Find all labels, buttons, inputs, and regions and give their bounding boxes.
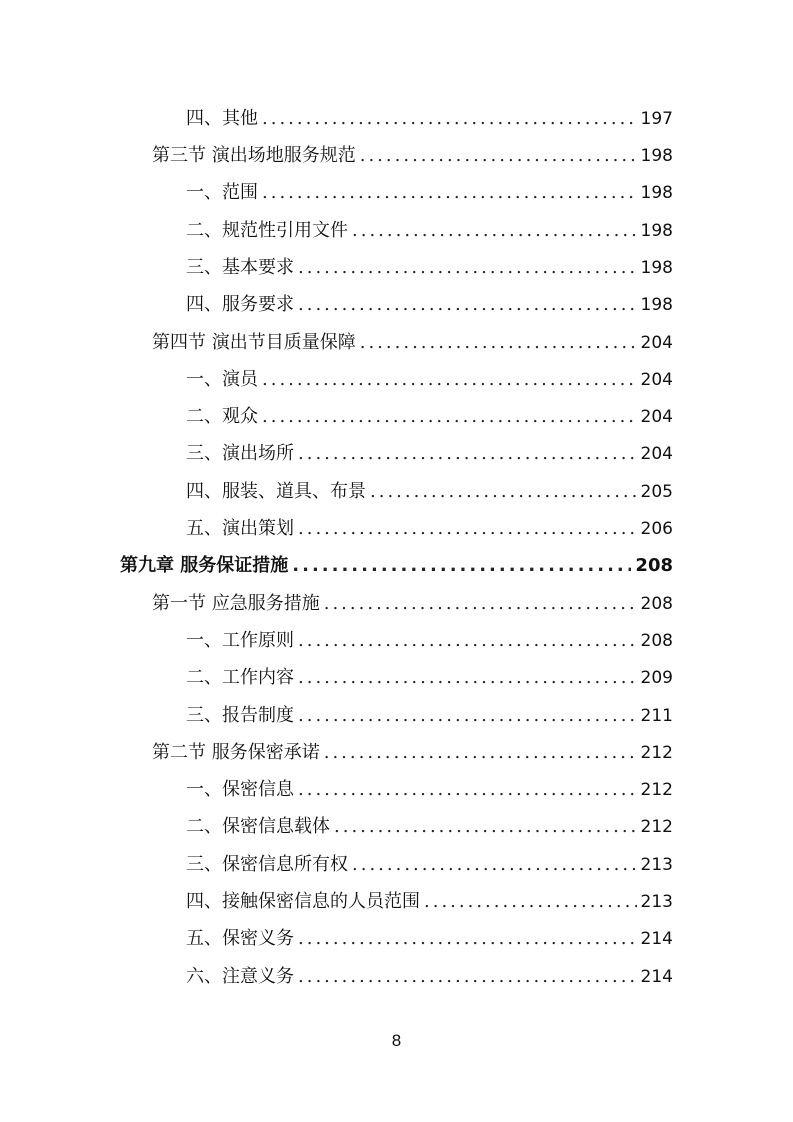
toc-entry[interactable] — [186, 628, 673, 654]
toc-dot-leader — [370, 479, 637, 505]
toc-entry-page: 208 — [640, 631, 673, 651]
toc-entry[interactable] — [186, 777, 673, 803]
toc-chapter-entry[interactable] — [120, 553, 673, 579]
toc-entry-page: 213 — [640, 892, 673, 912]
toc-dot-leader — [352, 218, 637, 244]
toc-entry-page: 204 — [640, 333, 673, 353]
toc-dot-leader — [298, 292, 637, 318]
toc-entry-label: 五、保密义务 — [186, 928, 294, 949]
toc-entry[interactable] — [186, 106, 673, 132]
toc-entry-page: 198 — [640, 146, 673, 166]
toc-entry-label: 四、接触保密信息的人员范围 — [186, 891, 420, 912]
toc-entry-label: 第二节 服务保密承诺 — [152, 742, 320, 763]
toc-entry-page: 209 — [640, 668, 673, 688]
toc-dot-leader — [360, 143, 637, 169]
toc-entry-page: 214 — [640, 967, 673, 987]
toc-entry[interactable] — [186, 404, 673, 430]
toc-dot-leader — [352, 852, 637, 878]
toc-entry-label: 第九章 服务保证措施 — [120, 555, 289, 576]
toc-entry[interactable] — [186, 889, 673, 915]
toc-dot-leader — [424, 889, 637, 915]
toc-dot-leader — [324, 740, 637, 766]
toc-entry[interactable] — [152, 143, 673, 169]
toc-entry[interactable] — [186, 516, 673, 542]
toc-entry-page: 212 — [640, 780, 673, 800]
toc-entry-label: 一、范围 — [186, 182, 258, 203]
toc-dot-leader — [298, 628, 637, 654]
toc-entry-label: 第四节 演出节目质量保障 — [152, 332, 356, 353]
toc-dot-leader — [298, 255, 637, 281]
toc-entry-label: 四、服务要求 — [186, 294, 294, 315]
toc-entry-label: 一、保密信息 — [186, 779, 294, 800]
toc-entry[interactable] — [186, 255, 673, 281]
toc-entry-page: 197 — [640, 109, 673, 129]
toc-entry-label: 一、演员 — [186, 369, 258, 390]
toc-entry[interactable] — [186, 479, 673, 505]
toc-entry-label: 二、保密信息载体 — [186, 816, 330, 837]
toc-entry-label: 第一节 应急服务措施 — [152, 593, 320, 614]
toc-entry[interactable] — [186, 441, 673, 467]
toc-dot-leader — [298, 964, 637, 990]
toc-entry-label: 三、基本要求 — [186, 257, 294, 278]
toc-entry-label: 四、服装、道具、布景 — [186, 481, 366, 502]
toc-entry[interactable] — [186, 703, 673, 729]
toc-dot-leader — [298, 703, 637, 729]
toc-entry[interactable] — [152, 740, 673, 766]
toc-dot-leader — [292, 553, 631, 579]
toc-entry-page: 205 — [640, 482, 673, 502]
toc-entry-page: 198 — [640, 183, 673, 203]
toc-entry-label: 二、观众 — [186, 406, 258, 427]
toc-entry-label: 一、工作原则 — [186, 630, 294, 651]
toc-dot-leader — [262, 367, 637, 393]
toc-dot-leader — [334, 814, 637, 840]
toc-entry-label: 六、注意义务 — [186, 966, 294, 987]
toc-entry[interactable] — [186, 814, 673, 840]
toc-dot-leader — [262, 106, 637, 132]
toc-entry-page: 204 — [640, 444, 673, 464]
toc-dot-leader — [298, 516, 637, 542]
toc-entry-page: 208 — [635, 555, 673, 576]
toc-entry-label: 四、其他 — [186, 108, 258, 129]
toc-entry[interactable] — [186, 926, 673, 952]
toc-entry-page: 212 — [640, 743, 673, 763]
toc-entry[interactable] — [186, 180, 673, 206]
toc-entry-label: 二、工作内容 — [186, 667, 294, 688]
toc-entry-page: 206 — [640, 519, 673, 539]
toc-entry-label: 第三节 演出场地服务规范 — [152, 145, 356, 166]
toc-entry-page: 198 — [640, 221, 673, 241]
toc-dot-leader — [298, 777, 637, 803]
toc-entry-page: 204 — [640, 370, 673, 390]
toc-dot-leader — [324, 591, 637, 617]
toc-entry-page: 204 — [640, 407, 673, 427]
toc-entry-page: 211 — [640, 706, 673, 726]
toc-dot-leader — [360, 330, 637, 356]
toc-dot-leader — [298, 665, 637, 691]
toc-entry[interactable] — [186, 964, 673, 990]
page-number: 8 — [391, 1031, 402, 1050]
toc-entry-label: 三、保密信息所有权 — [186, 854, 348, 875]
toc-entry[interactable] — [152, 330, 673, 356]
toc-entry[interactable] — [186, 218, 673, 244]
toc-entry-page: 198 — [640, 295, 673, 315]
toc-dot-leader — [262, 404, 637, 430]
toc-entry-label: 五、演出策划 — [186, 518, 294, 539]
toc-entry-page: 213 — [640, 855, 673, 875]
toc-entry-label: 三、报告制度 — [186, 705, 294, 726]
toc-dot-leader — [298, 926, 637, 952]
toc-dot-leader — [262, 180, 637, 206]
toc-entry-page: 198 — [640, 258, 673, 278]
toc-entry[interactable] — [186, 665, 673, 691]
toc-entry-label: 三、演出场所 — [186, 443, 294, 464]
toc-entry[interactable] — [186, 367, 673, 393]
toc-entry-page: 208 — [640, 594, 673, 614]
toc-entry[interactable] — [152, 591, 673, 617]
toc-entry[interactable] — [186, 292, 673, 318]
toc-entry-page: 212 — [640, 817, 673, 837]
toc-entry[interactable] — [186, 852, 673, 878]
toc-dot-leader — [298, 441, 637, 467]
toc-entry-label: 二、规范性引用文件 — [186, 220, 348, 241]
toc-entry-page: 214 — [640, 929, 673, 949]
